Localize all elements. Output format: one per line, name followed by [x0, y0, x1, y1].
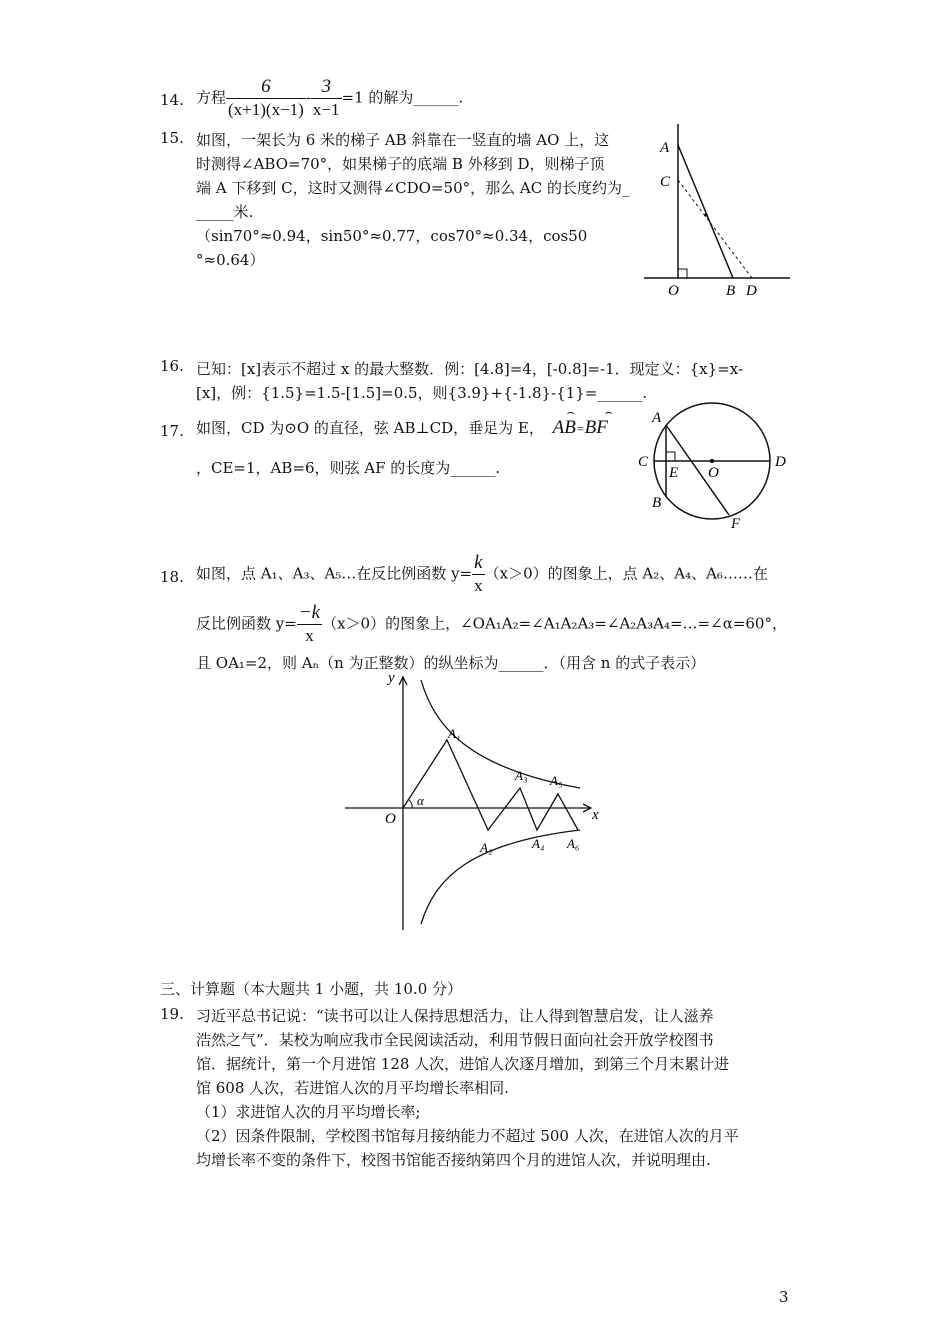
- q17-text-1: 如图，CD 为⊙O 的直径，弦 AB⊥CD，垂足为 E，: [196, 419, 544, 437]
- label-o: O: [668, 283, 679, 299]
- label-a1: A₁: [448, 726, 461, 741]
- q14-post: =1 的解为______.: [341, 88, 464, 107]
- q19-line: 均增长率不变的条件下，校图书馆能否接纳第四个月的进馆人次，并说明理由.: [196, 1151, 711, 1169]
- arc-mark-2: ⌢: [604, 405, 613, 419]
- q17-arc-equation: [552, 405, 613, 439]
- q18-line2: [196, 602, 787, 647]
- q14-number: 14.: [160, 91, 184, 109]
- q14-minus: -: [305, 88, 311, 107]
- right-angle-mark: [678, 269, 687, 278]
- q16-line: 已知：[x]表示不超过 x 的最大整数．例：[4.8]=4，[-0.8]=-1．现定义：{x}=x-: [196, 360, 744, 378]
- q18-line3: 且 OA₁=2，则 Aₙ（n 为正整数）的纵坐标为______．（用含 n 的式子表示）: [196, 654, 706, 672]
- q15-line: °≈0.64）: [196, 251, 265, 269]
- q14-fraction-2: [311, 76, 342, 121]
- q15-line: 如图，一架长为 6 米的梯子 AB 斜靠在一竖直的墙 AO 上，这: [196, 131, 610, 149]
- q14-text: [196, 76, 463, 121]
- q18-text-2b: （x＞0）的图象上，∠OA₁A₂=∠A₁A₂A₃=∠A₂A₃A₄=…=∠α=60°，: [322, 614, 787, 633]
- right-angle-mark: [666, 452, 675, 461]
- label-a: A: [652, 410, 662, 426]
- q19-line: 馆 608 人次，若进馆人次的月平均增长率相同.: [196, 1079, 509, 1097]
- label-a4: A₄: [532, 836, 545, 851]
- q18-line1: [196, 552, 768, 597]
- q17-line1: [196, 405, 613, 439]
- q19-number: 19.: [160, 1005, 184, 1023]
- q14-frac2-denominator: x−1: [312, 100, 340, 119]
- q18-text-1b: （x＞0）的图象上，点 A₂、A₄、A₆……在: [484, 564, 768, 583]
- label-y: y: [388, 670, 395, 686]
- hyperbola-figure: [340, 668, 615, 933]
- q19-line: （2）因条件限制，学校图书馆每月接纳能力不超过 500 人次，在进馆人次的月平: [196, 1127, 739, 1145]
- label-a3: A₃: [515, 768, 528, 783]
- label-b: B: [652, 495, 662, 511]
- q14-fraction-1: [226, 76, 306, 121]
- arc-ab: AB: [552, 417, 576, 438]
- q19-line: 浩然之气”．某校为响应我市全民阅读活动，利用节假日面向社会开放学校图书: [196, 1031, 714, 1049]
- q15-line: 端 A 下移到 C，这时又测得∠CDO=50°，那么 AC 的长度约为_: [196, 179, 630, 197]
- label-o: O: [708, 465, 719, 481]
- label-c: C: [660, 174, 671, 190]
- circle-figure: [630, 395, 795, 535]
- page-number: 3: [779, 1288, 789, 1306]
- label-d: D: [775, 454, 786, 470]
- label-c: C: [638, 454, 649, 470]
- label-b: B: [726, 283, 736, 299]
- q19-line: 馆．据统计，第一个月进馆 128 人次，进馆人次逐月增加，到第三个月末累计进: [196, 1055, 730, 1073]
- section-3-title: 三、计算题（本大题共 1 小题，共 10.0 分）: [160, 980, 463, 998]
- q19-line: 习近平总书记说：“读书可以让人保持思想活力，让人得到智慧启发，让人滋养: [196, 1007, 714, 1025]
- q17-number: 17.: [160, 422, 184, 440]
- q18-text-1a: 如图，点 A₁、A₃、A₅…在反比例函数 y=: [196, 564, 473, 583]
- q18-number: 18.: [160, 568, 184, 586]
- label-a5: A₅: [550, 773, 563, 788]
- label-x: x: [592, 807, 599, 823]
- label-o: O: [385, 811, 396, 827]
- q19-text: [196, 1004, 796, 1172]
- q18-frac1-numerator: k: [474, 552, 483, 573]
- arc-mark-1: ⌢: [566, 405, 575, 419]
- q18-fraction-1: [472, 552, 485, 597]
- q16-line: [x]，例：{1.5}=1.5-[1.5]=0.5，则{3.9}+{-1.8}-{1}=______.: [196, 384, 648, 402]
- q19-line: （1）求进馆人次的月平均增长率;: [196, 1103, 421, 1121]
- q15-line: 时测得∠ABO=70°，如果梯子的底端 B 外移到 D，则梯子顶: [196, 155, 605, 173]
- label-f: F: [731, 516, 741, 532]
- curve-negative: [421, 830, 580, 924]
- q18-frac2-numerator: −k: [298, 602, 321, 623]
- curve-positive: [421, 680, 580, 788]
- q15-text: [196, 128, 636, 272]
- label-alpha: α: [417, 793, 424, 808]
- q17-line2: ，CE=1，AB=6，则弦 AF 的长度为______.: [196, 459, 501, 477]
- label-a6: A₆: [567, 836, 580, 851]
- arc-equals: =: [575, 421, 585, 436]
- arc-bf: BF: [584, 417, 608, 438]
- ladder-cd: [678, 180, 752, 278]
- q15-number: 15.: [160, 129, 184, 147]
- q16-number: 16.: [160, 357, 184, 375]
- label-d: D: [746, 283, 757, 299]
- ladder-ab: [678, 145, 733, 278]
- q14-pre: 方程: [196, 88, 227, 107]
- q15-line: _____米.: [196, 203, 254, 221]
- q14-frac1-denominator: (x+1)(x−1): [228, 100, 304, 119]
- label-a2: A₂: [480, 840, 493, 855]
- q14-frac1-numerator: 6: [261, 76, 271, 97]
- ladder-figure: [640, 120, 795, 300]
- q15-line: （sin70°≈0.94，sin50°≈0.77，cos70°≈0.34，cos50: [196, 227, 588, 245]
- label-e: E: [669, 465, 679, 481]
- q18-fraction-2: [297, 602, 322, 647]
- q18-frac1-denominator: x: [474, 576, 483, 595]
- center-dot: [710, 459, 714, 463]
- label-a: A: [660, 140, 670, 156]
- intersection-dot: [704, 213, 708, 217]
- q18-text-2a: 反比例函数 y=: [196, 614, 297, 633]
- q14-frac2-numerator: 3: [321, 76, 331, 97]
- q18-frac2-denominator: x: [297, 624, 322, 647]
